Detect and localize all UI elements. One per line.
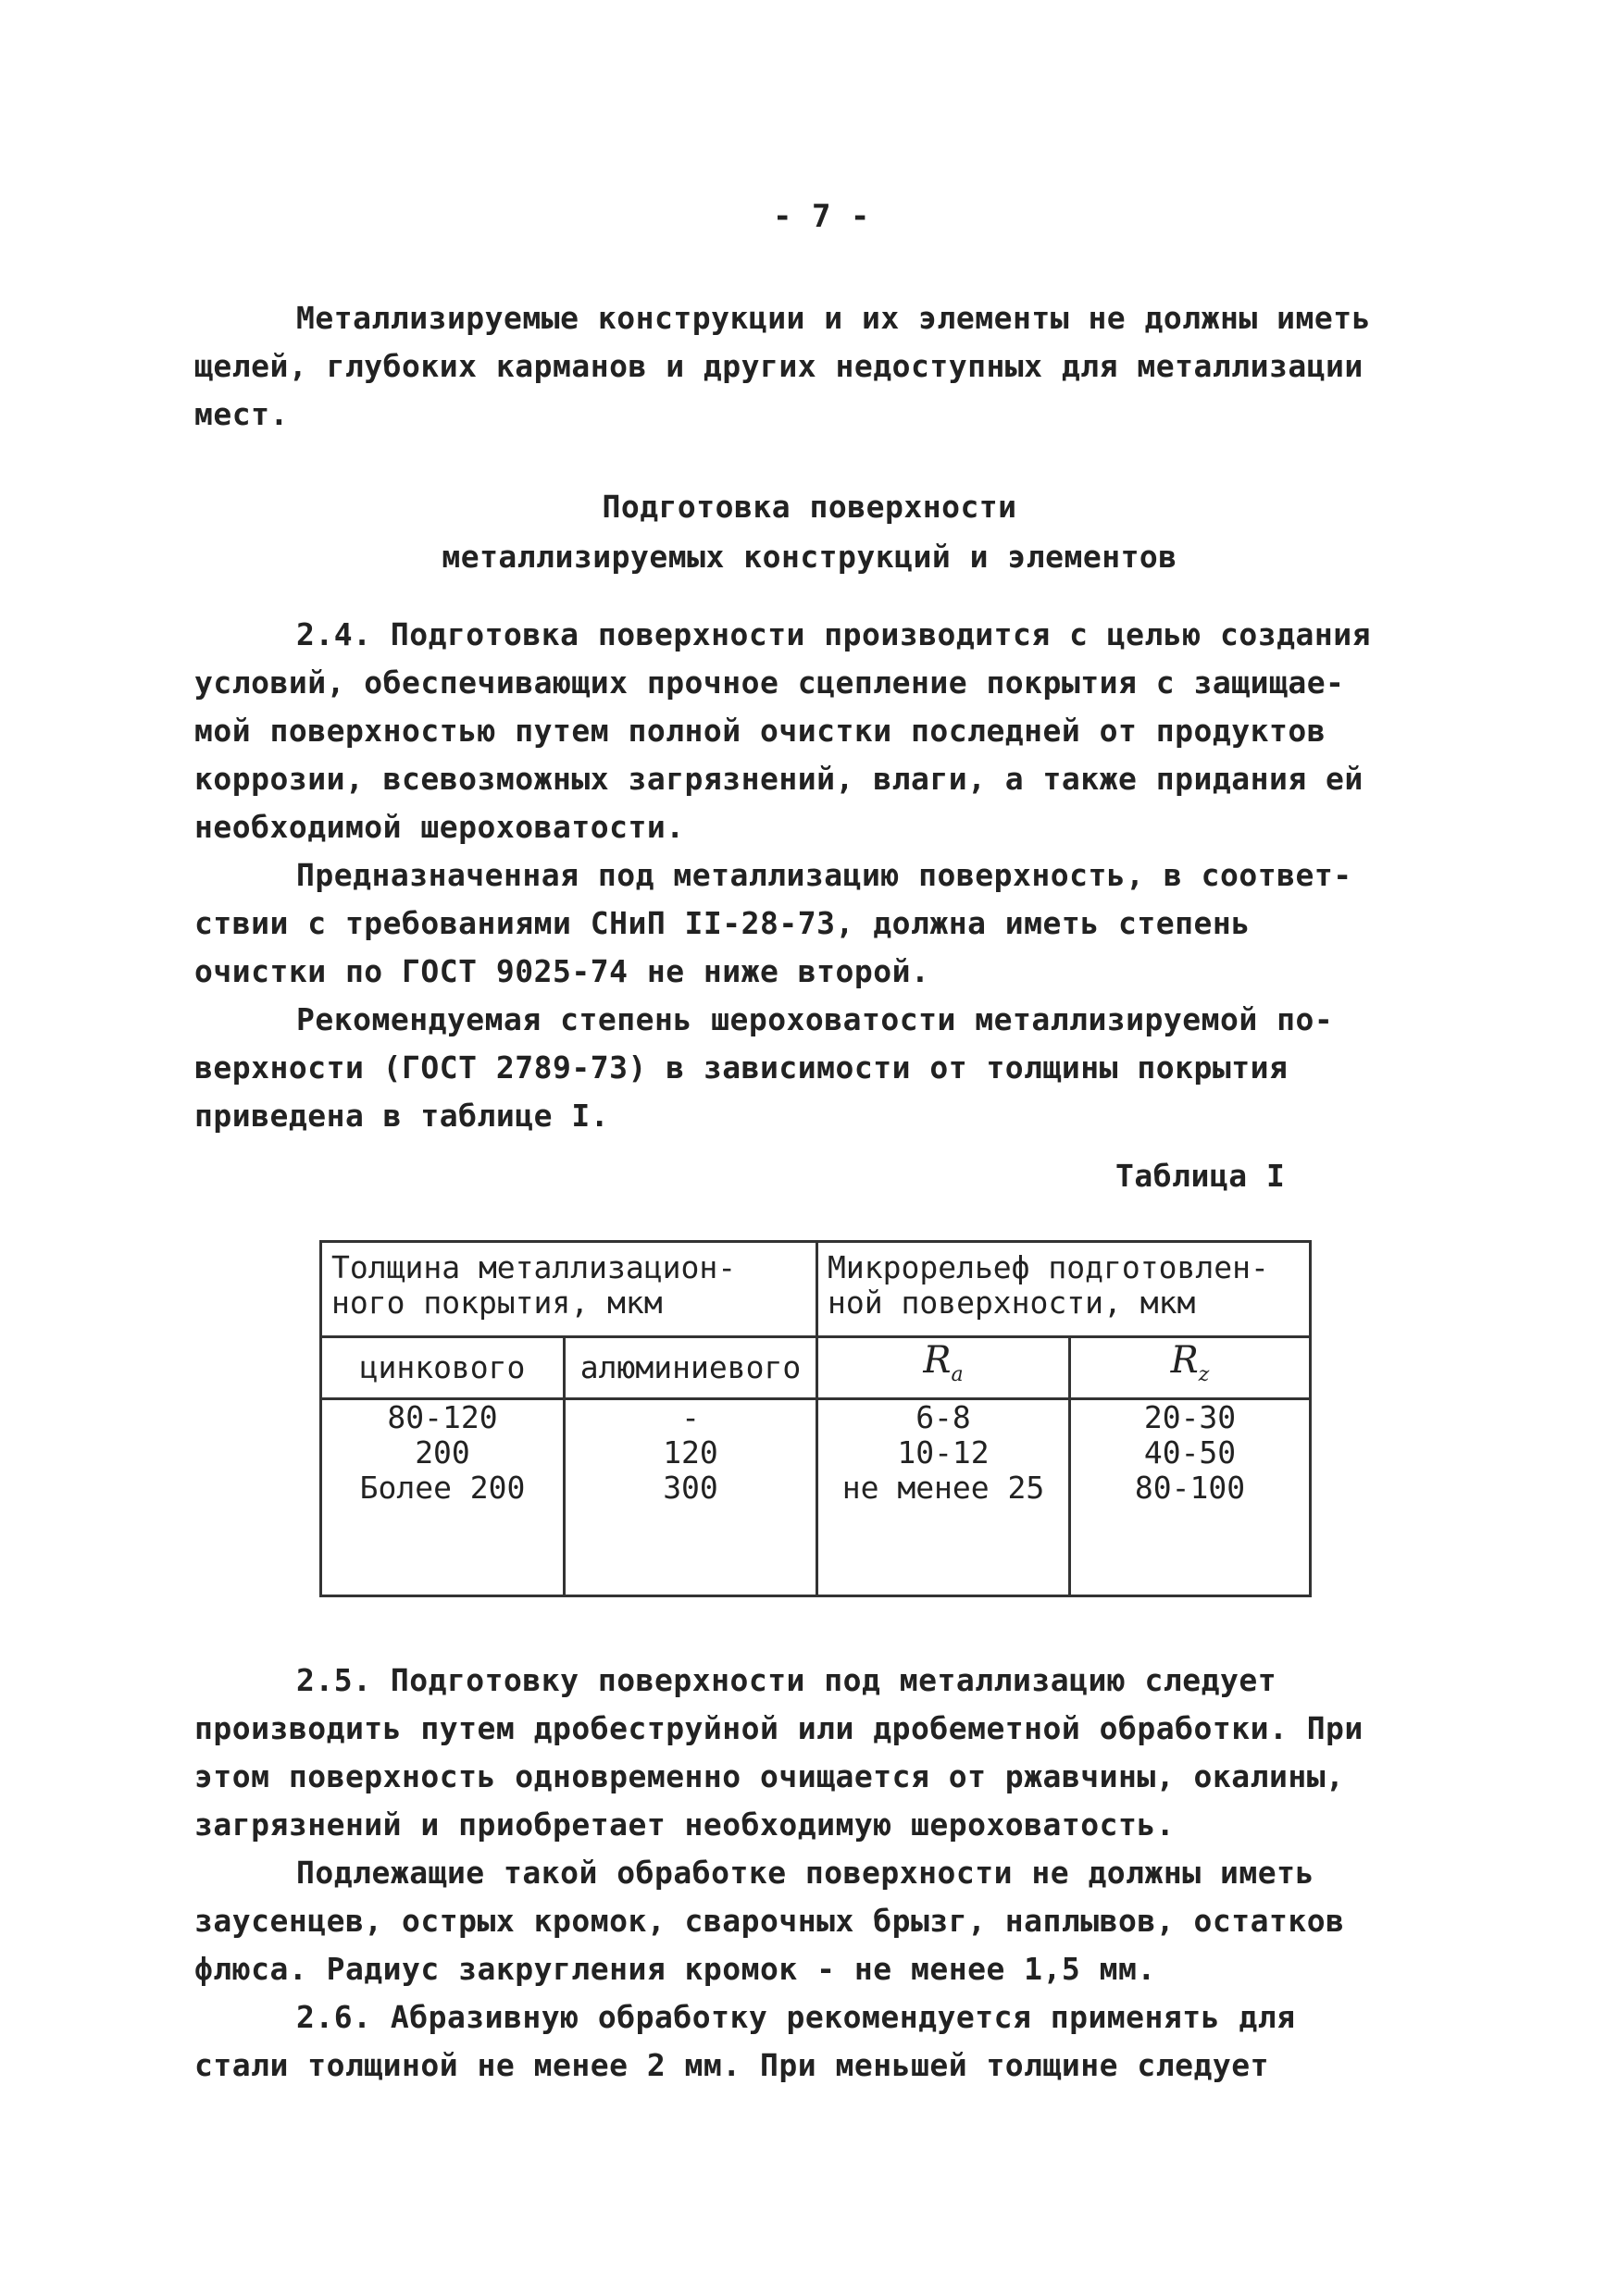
table-header-row [321,1242,1311,1337]
para-roughness-line-1: Рекомендуемая степень шероховатости металлизируемой по- [296,1001,1334,1037]
ra-values [817,1399,1070,1596]
section-heading-line-2: металлизируемых конструкций и элементов [442,539,1177,575]
para-2-4-line-2: условий, обеспечивающих прочное сцепление покрытия с защищае- [194,664,1345,701]
table-subheader-row [321,1337,1311,1399]
para-2-5-line-2: производить путем дробеструйной или дробеметной обработки. При [194,1710,1364,1746]
subheader-aluminum: алюминиевого [565,1337,817,1399]
rz-letter: R [1170,1339,1199,1382]
header-right-line-1: Микрорельеф подготовлен- [828,1249,1269,1285]
header-left-line-2: ного покрытия, мкм [331,1285,663,1321]
section-heading-line-1: Подготовка поверхности [602,489,1017,525]
para-2-5-line-4: загрязнений и приобретает необходимую шероховатость. [194,1806,1176,1843]
ra-subscript: a [951,1363,964,1386]
aluminum-value-1: - [681,1399,700,1435]
para-subject-line-1: Подлежащие такой обработке поверхности не должны иметь [296,1855,1314,1891]
para-roughness-line-3: приведена в таблице I. [194,1098,610,1134]
ra-value-2: 10-12 [897,1434,990,1471]
para-2-5-line-3: этом поверхность одновременно очищается от ржавчины, окалины, [194,1758,1345,1794]
table-values-row [321,1399,1311,1596]
rz-subscript: z [1198,1363,1210,1386]
ra-value-3: не менее 25 [841,1470,1045,1506]
subheader-rz [1070,1337,1311,1399]
rz-value-2: 40-50 [1143,1434,1237,1471]
para-2-4-line-5: необходимой шероховатости. [194,809,685,845]
intro-line-2: щелей, глубоких карманов и других недоступных для металлизации [194,348,1364,384]
rz-value-1: 20-30 [1143,1399,1237,1435]
para-2-6-line-1: 2.6. Абразивную обработку рекомендуется применять для [296,1999,1296,2035]
subheader-ra [817,1337,1070,1399]
table-caption: Таблица I [1115,1158,1286,1194]
para-2-4-line-3: мой поверхностью путем полной очистки последней от продуктов [194,713,1326,749]
ra-value-1: 6-8 [915,1399,971,1435]
page-number: - 7 - [773,198,870,235]
para-purpose-line-1: Предназначенная под металлизацию поверхность, в соответ- [296,857,1352,893]
para-subject-line-2: заусенцев, острых кромок, сварочных брызг, наплывов, остатков [194,1903,1345,1939]
ra-letter: R [923,1339,952,1382]
rz-value-3: 80-100 [1134,1470,1246,1506]
intro-line-3: мест. [194,396,289,432]
header-microrelief [817,1242,1311,1337]
para-purpose-line-2: ствии с требованиями СНиП II-28-73, должна иметь степень [194,905,1251,941]
aluminum-values [565,1399,817,1596]
para-subject-line-3: флюса. Радиус закругления кромок - не менее 1,5 мм. [194,1951,1156,1987]
para-purpose-line-3: очистки по ГОСТ 9025-74 не ниже второй. [194,953,930,989]
aluminum-value-3: 300 [663,1470,718,1506]
zinc-value-1: 80-120 [387,1399,498,1435]
para-2-5-line-1: 2.5. Подготовку поверхности под металлизацию следует [296,1662,1277,1698]
zinc-values [321,1399,565,1596]
rz-values [1070,1399,1311,1596]
subheader-zinc: цинкового [321,1337,565,1399]
aluminum-value-2: 120 [663,1434,718,1471]
header-coating-thickness [321,1242,817,1337]
zinc-value-3: Более 200 [359,1470,526,1506]
para-2-6-line-2: стали толщиной не менее 2 мм. При меньшей толщине следует [194,2047,1269,2083]
para-2-4-line-4: коррозии, всевозможных загрязнений, влаги, а также придания ей [194,761,1364,797]
para-2-4-line-1: 2.4. Подготовка поверхности производится с целью создания [296,616,1371,652]
roughness-table [319,1240,1312,1597]
header-right-line-2: ной поверхности, мкм [828,1285,1196,1321]
intro-line-1: Металлизируемые конструкции и их элементы не должны иметь [296,300,1371,336]
zinc-value-2: 200 [415,1434,470,1471]
para-roughness-line-2: верхности (ГОСТ 2789-73) в зависимости от толщины покрытия [194,1049,1289,1086]
header-left-line-1: Толщина металлизацион- [331,1249,737,1285]
